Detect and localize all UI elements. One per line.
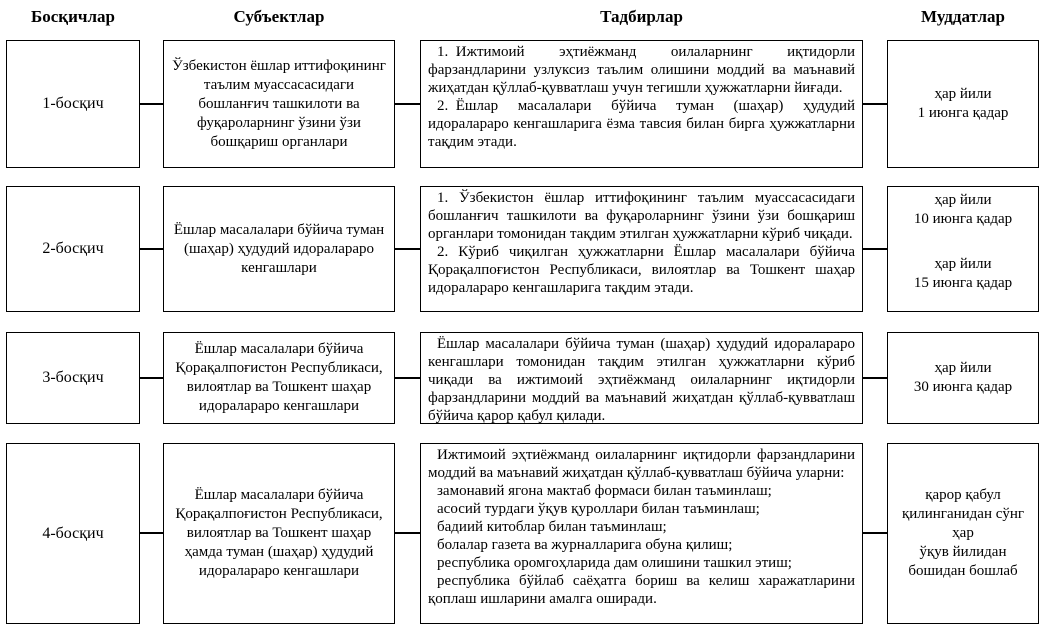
- subject-box-1: [163, 40, 395, 168]
- deadline-line: 30 июнга қадар: [913, 379, 1013, 395]
- activity-list-item: асосий турдаги ўқув қуроллари билан таъминлаш;: [437, 501, 760, 517]
- activity-paragraph: Ижтимоий эҳтиёжманд оилаларнинг иқтидорли фарзандларини моддий ва маънавий жиҳатдан қўллаб-қувватлаш бўйича уларни:: [428, 447, 855, 481]
- activity-list-item: республика оромгоҳларида дам олишини ташкил этиш;: [437, 555, 792, 571]
- connector-line: [862, 103, 888, 105]
- deadline-box-4: [887, 443, 1039, 624]
- connector-line: [394, 248, 421, 250]
- deadline-block: [914, 191, 1012, 229]
- connector-line: [139, 103, 164, 105]
- deadline-line: қилинганидан сўнг: [901, 506, 1025, 522]
- deadline-line: ҳар йили: [934, 86, 992, 102]
- connector-line: [139, 377, 164, 379]
- stage-box-4: [6, 443, 140, 624]
- deadline-line: 1 июнга қадар: [917, 105, 1009, 121]
- column-header-subjects: Субъектлар: [233, 7, 325, 26]
- activity-list-item: болалар газета ва журналларига обуна қилиш;: [437, 537, 733, 553]
- activity-paragraph: 1. Ўзбекистон ёшлар иттифоқининг таълим муассасасидаги бошланғич ташкилоти ва фуқароларнинг ўзини ўзи бошқариш органлари томонидан тақдим этилган ҳужжатларни кўриб чиқади.: [428, 190, 855, 242]
- activity-paragraph: 1. Ижтимоий эҳтиёжманд оилаларнинг иқтидорли фарзандларини узлуксиз таълим олишини моддий ва маънавий жиҳатдан қўллаб-қувватлаш учун тегишли ҳужжатларни йиғади.: [428, 44, 855, 96]
- connector-line: [862, 532, 888, 534]
- column-header-deadlines: Муддатлар: [921, 7, 1005, 26]
- deadline-line: ҳар йили: [934, 360, 992, 376]
- stage-label: 4-босқич: [42, 524, 104, 542]
- deadline-box-1: [887, 40, 1039, 168]
- connector-line: [139, 248, 164, 250]
- subject-box-2: [163, 186, 395, 312]
- connector-line: [862, 377, 888, 379]
- deadline-line: ўқув йилидан: [919, 544, 1007, 560]
- subject-text: Ёшлар масалалари бўйича туман (шаҳар) ҳудудий идоралараро кенгашлари: [173, 221, 385, 276]
- deadline-line: ҳар: [952, 525, 974, 541]
- connector-line: [139, 532, 164, 534]
- deadline-box-2: [887, 186, 1039, 312]
- activities-box-2: [420, 186, 863, 312]
- subject-text: Ўзбекистон ёшлар иттифоқининг таълим муассасасидаги бошланғич ташкилоти ва фуқароларнинг ўзини ўзи бошқариш органлари: [172, 57, 386, 150]
- connector-line: [394, 377, 421, 379]
- connector-line: [394, 532, 421, 534]
- deadline-block: [914, 255, 1012, 293]
- deadline-line: 10 июнга қадар: [913, 211, 1013, 227]
- stage-label: 1-босқич: [42, 95, 104, 112]
- deadline-line: ҳар йили: [934, 256, 992, 272]
- stage-box-3: [6, 332, 140, 424]
- stage-box-2: [6, 186, 140, 312]
- subject-text: Ёшлар масалалари бўйича Қорақалпоғистон Республикаси, вилоятлар ва Тошкент шаҳар идоралараро кенгашлари: [175, 341, 383, 414]
- activity-list-item: замонавий ягона мактаб формаси билан таъминлаш;: [437, 483, 772, 499]
- stage-label: 3-босқич: [42, 369, 104, 386]
- subject-text: Ёшлар масалалари бўйича Қорақалпоғистон Республикаси, вилоятлар ва Тошкент шаҳар ҳамда туман (шаҳар) ҳудудий идоралараро кенгашлари: [175, 487, 383, 579]
- connector-line: [394, 103, 421, 105]
- connector-line: [862, 248, 888, 250]
- deadline-line: 15 июнга қадар: [913, 275, 1013, 291]
- activity-paragraph: Ёшлар масалалари бўйича туман (шаҳар) ҳудудий идоралараро кенгашлари томонидан тақдим этилган ҳужжатларни кўриб чиқади ва ижтимоий эҳтиёжманд оилаларнинг иқтидорли фарзандларини моддий ва маънавий жиҳатдан қўллаб-қувватлаш бўйича қарор қабул қилади.: [428, 336, 855, 424]
- activity-paragraph: 2. Кўриб чиқилган ҳужжатларни Ёшлар масалалари бўйича Қорақалпоғистон Республикаси, вилоятлар ва Тошкент шаҳар идоралараро кенгашларига тақдим этади.: [428, 244, 855, 296]
- deadline-box-3: [887, 332, 1039, 424]
- subject-box-3: [163, 332, 395, 424]
- activities-box-1: [420, 40, 863, 168]
- deadline-line: қарор қабул: [925, 487, 1001, 503]
- activity-paragraph: 2. Ёшлар масалалари бўйича туман (шаҳар) ҳудудий идоралараро кенгашларига ёзма тавсия билан бирга ҳужжатларни тақдим этади.: [428, 98, 855, 150]
- activities-box-3: [420, 332, 863, 424]
- deadline-line: бошидан бошлаб: [908, 563, 1018, 579]
- activity-list-item: бадиий китоблар билан таъминлаш;: [437, 519, 667, 535]
- subject-box-4: [163, 443, 395, 624]
- activity-list-item: республика бўйлаб саёҳатга бориш ва келиш харажатларини қоплаш ишларини амалга оширади.: [428, 573, 855, 607]
- column-header-stages: Босқичлар: [31, 7, 115, 26]
- deadline-line: ҳар йили: [934, 192, 992, 208]
- column-header-activities: Тадбирлар: [600, 7, 683, 26]
- stage-label: 2-босқич: [42, 240, 104, 257]
- stage-box-1: [6, 40, 140, 168]
- activities-box-4: [420, 443, 863, 624]
